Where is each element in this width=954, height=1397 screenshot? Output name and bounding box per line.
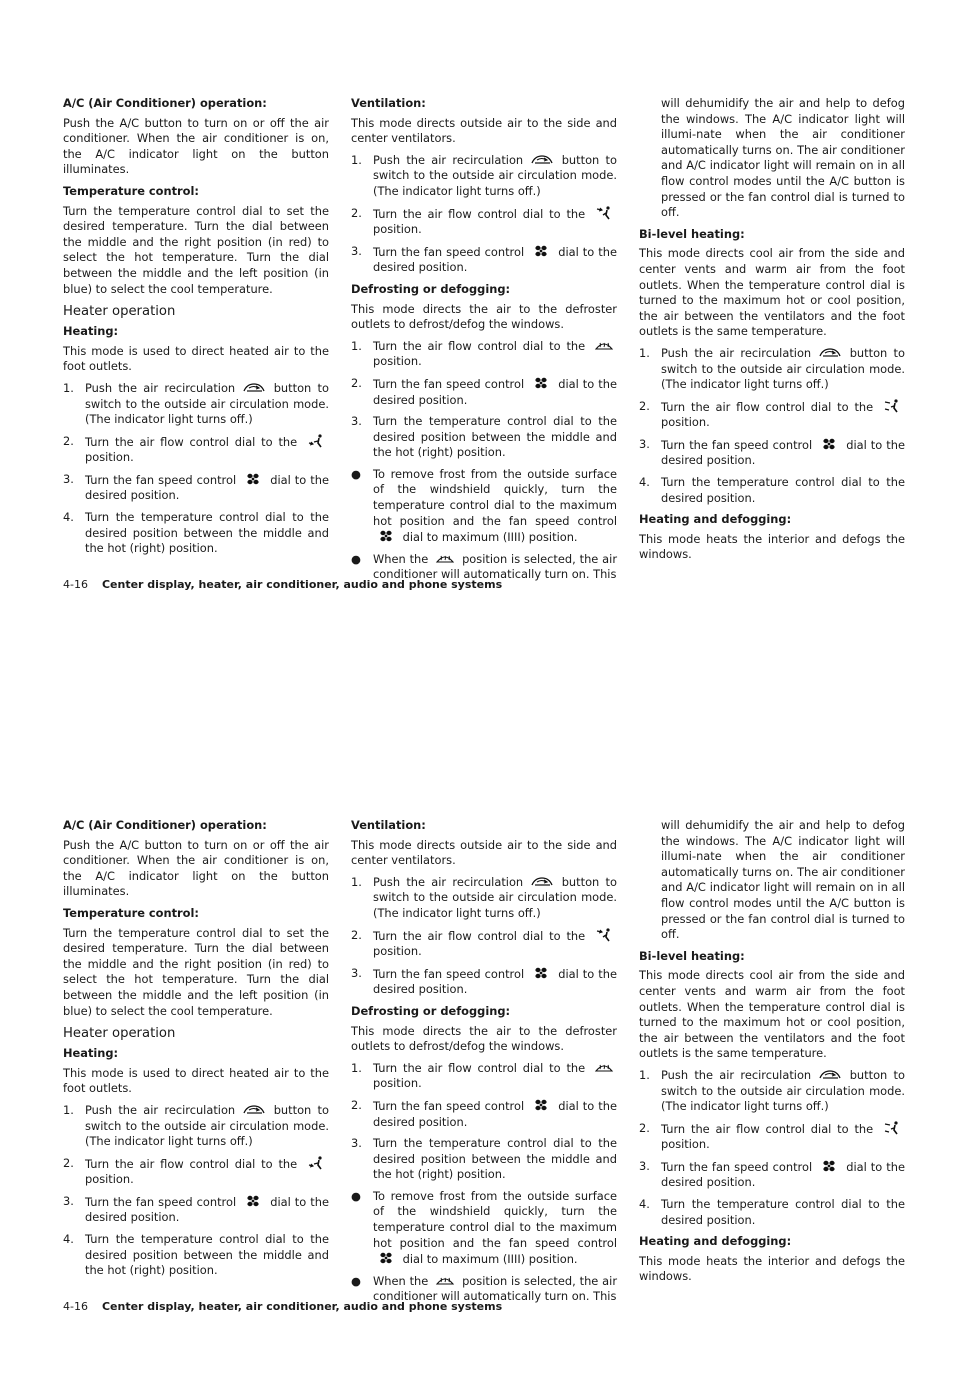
heating-heading: Heating: xyxy=(63,324,119,339)
list-item-text-end: position is selected, the air conditioner will automatically turn on. This xyxy=(373,1273,618,1304)
defrosting-heading: Defrosting or defogging: xyxy=(351,1003,511,1018)
list-item-number: 1. xyxy=(351,152,362,167)
fan-icon xyxy=(240,472,266,484)
defrosting-steps xyxy=(351,1061,617,1305)
list-item xyxy=(639,437,905,469)
list-item-text-start: Turn the temperature control dial to the desired position between the middle and the hot (right) position. xyxy=(85,510,329,556)
heating-defogging-text: This mode heats the interior and defogs the windows. xyxy=(639,1253,905,1284)
list-item-number: 2. xyxy=(351,1097,362,1112)
list-item-text xyxy=(661,1197,905,1228)
temperature-control-heading: Temperature control: xyxy=(63,183,199,198)
list-item-text-start: Turn the fan speed control xyxy=(661,1159,813,1174)
foot-outlet-icon xyxy=(303,1156,329,1168)
list-item-number: 3. xyxy=(351,414,362,429)
list-item xyxy=(351,1189,617,1268)
bi-level-heating-text: This mode directs cool air from the side and center vents and warm air from the foot outlets. When the temperature control dial is turned to the maximum hot or cool position, the air between the ventilators and the foot outlets is the same temperature. xyxy=(639,246,905,339)
list-item-text-end: dial to the desired position. xyxy=(373,1098,617,1129)
list-item-text xyxy=(373,1189,617,1268)
fan-icon xyxy=(240,1194,266,1206)
ventilation-text: This mode directs outside air to the side and center ventilators. xyxy=(351,837,617,868)
list-item-text-end: position. xyxy=(661,1137,710,1152)
footer-title: Center display, heater, air conditioner, audio and phone systems xyxy=(101,578,503,591)
list-item-text xyxy=(661,475,905,506)
list-item-text-end: dial to the desired position. xyxy=(85,472,329,503)
list-item-text-end: button to switch to the outside air circulation mode. (The indicator light turns off.) xyxy=(85,380,329,427)
list-item-number: 3. xyxy=(63,471,74,486)
heating-heading: Heating: xyxy=(63,1046,119,1061)
list-item-text-end: position. xyxy=(373,222,422,237)
list-item xyxy=(63,510,329,557)
list-item-number: 3. xyxy=(351,243,362,258)
list-item-text-start: Turn the temperature control dial to the desired position. xyxy=(661,1197,905,1227)
list-item-number: 2. xyxy=(639,398,650,413)
list-item xyxy=(63,1156,329,1188)
page-footer xyxy=(63,1300,502,1314)
continued-text: will dehumidify the air and help to defog the windows. The A/C indicator light will illumi-nate when the air conditioner automatically turns on. The air conditioner and A/C indicator light will remain on in all flow control modes until the A/C button is pressed or the fan control dial is turned to off. xyxy=(661,96,905,220)
list-item-text xyxy=(373,966,617,998)
list-item xyxy=(351,1098,617,1130)
column-right xyxy=(639,818,905,1291)
list-item-number: 3. xyxy=(639,1158,650,1173)
list-item-text-start: Push the air recirculation xyxy=(85,380,236,395)
list-item-text-end: dial to maximum (IIII) position. xyxy=(402,530,578,545)
face-vent-icon xyxy=(591,206,617,218)
list-item-text-start: Turn the temperature control dial to the desired position between the middle and the hot (right) position. xyxy=(373,414,617,460)
foot-outlet-icon xyxy=(303,434,329,446)
list-item xyxy=(639,1159,905,1191)
list-item-number: ● xyxy=(351,466,361,481)
list-item xyxy=(63,1103,329,1150)
list-item xyxy=(639,475,905,506)
list-item xyxy=(63,472,329,504)
defrost-icon xyxy=(591,340,617,352)
list-item-text-start: Turn the fan speed control xyxy=(373,376,525,391)
defrost-icon xyxy=(432,553,458,565)
list-item-number: 2. xyxy=(351,927,362,942)
defrosting-text: This mode directs the air to the defroster outlets to defrost/defog the windows. xyxy=(351,1023,617,1054)
fan-icon xyxy=(816,437,842,449)
list-item-text-end: dial to the desired position. xyxy=(373,244,617,275)
page-number: 4-16 xyxy=(63,1300,88,1313)
list-item-text xyxy=(373,1098,617,1130)
bi-level-icon xyxy=(879,1121,905,1133)
heating-defogging-heading: Heating and defogging: xyxy=(639,1234,792,1249)
list-item-text-start: Turn the fan speed control xyxy=(85,472,237,487)
list-item-number: 1. xyxy=(351,1060,362,1075)
list-item-text xyxy=(85,510,329,557)
list-item-text-end: position. xyxy=(85,1172,134,1187)
temperature-control-heading: Temperature control: xyxy=(63,905,199,920)
ac-operation-heading: A/C (Air Conditioner) operation: xyxy=(63,96,267,110)
defrosting-steps xyxy=(351,339,617,583)
list-item-text-end: position is selected, the air conditioner will automatically turn on. This xyxy=(373,551,618,582)
fan-icon xyxy=(373,1251,399,1263)
continued-text: will dehumidify the air and help to defog the windows. The A/C indicator light will illumi-nate when the air conditioner automatically turns on. The air conditioner and A/C indicator light will remain on in all flow control modes until the A/C button is pressed or the fan control dial is turned to off. xyxy=(661,818,905,942)
list-item-number: ● xyxy=(351,551,361,566)
list-item-number: 2. xyxy=(639,1120,650,1135)
list-item-text-end: dial to the desired position. xyxy=(661,437,905,468)
list-item-text-end: button to switch to the outside air circulation mode. (The indicator light turns off.) xyxy=(661,345,905,392)
heating-steps xyxy=(63,381,329,557)
heater-operation-heading: Heater operation xyxy=(63,304,176,320)
list-item-number: 4. xyxy=(63,510,74,525)
list-item-text-end: position. xyxy=(373,354,422,369)
list-item xyxy=(351,414,617,461)
list-item-text-start: Turn the temperature control dial to the desired position between the middle and the hot (right) position. xyxy=(85,1232,329,1278)
list-item-text xyxy=(373,414,617,461)
list-item-text-start: When the xyxy=(373,551,429,566)
heating-text: This mode is used to direct heated air to the foot outlets. xyxy=(63,343,329,374)
list-item xyxy=(351,244,617,276)
list-item-text-start: Turn the temperature control dial to the desired position between the middle and the hot (right) position. xyxy=(373,1136,617,1182)
list-item-text xyxy=(85,381,329,428)
temperature-control-text: Turn the temperature control dial to set the desired temperature. Turn the dial between the middle and the right position (in red) to select the hot temperature. Turn the dial between the middle and the left position (in blue) to select the cool temperature. xyxy=(63,925,329,1018)
list-item-text xyxy=(373,339,617,370)
fan-icon xyxy=(373,529,399,541)
list-item-text-start: Turn the air flow control dial to the xyxy=(373,338,586,353)
heating-defogging-heading: Heating and defogging: xyxy=(639,512,792,527)
list-item-text-end: position. xyxy=(373,1076,422,1091)
list-item-text-start: To remove frost from the outside surface of the windshield quickly, turn the temperature control dial to the maximum hot position and the fan speed control xyxy=(373,1188,617,1250)
list-item-text xyxy=(85,472,329,504)
bi-level-heating-heading: Bi-level heating: xyxy=(639,948,745,963)
list-item-number: 1. xyxy=(63,1102,74,1117)
list-item-number: 4. xyxy=(639,1197,650,1212)
list-item-text-end: position. xyxy=(661,415,710,430)
heating-text: This mode is used to direct heated air to the foot outlets. xyxy=(63,1065,329,1096)
face-vent-icon xyxy=(591,928,617,940)
heater-operation-heading: Heater operation xyxy=(63,1026,176,1042)
defrosting-text: This mode directs the air to the defroster outlets to defrost/defog the windows. xyxy=(351,301,617,332)
footer-title: Center display, heater, air conditioner, audio and phone systems xyxy=(101,1300,503,1313)
list-item-text-start: Push the air recirculation xyxy=(373,874,524,889)
list-item-text xyxy=(85,434,329,466)
list-item-number: 2. xyxy=(63,433,74,448)
list-item-text-end: dial to the desired position. xyxy=(373,376,617,407)
bi-level-steps xyxy=(639,1068,905,1228)
heating-steps xyxy=(63,1103,329,1279)
list-item-text-start: Turn the air flow control dial to the xyxy=(661,1121,874,1136)
list-item-text-end: dial to the desired position. xyxy=(373,966,617,997)
list-item xyxy=(351,153,617,200)
list-item xyxy=(351,339,617,370)
list-item-text xyxy=(661,1068,905,1115)
list-item-number: 2. xyxy=(351,205,362,220)
list-item-text xyxy=(661,1159,905,1191)
recirculation-icon xyxy=(241,1104,267,1116)
list-item-text xyxy=(85,1232,329,1279)
list-item-text-end: button to switch to the outside air circulation mode. (The indicator light turns off.) xyxy=(373,152,617,198)
list-item-text-end: button to switch to the outside air circulation mode. (The indicator light turns off.) xyxy=(85,1102,329,1149)
fan-icon xyxy=(528,966,554,978)
fan-icon xyxy=(528,244,554,256)
list-item-text-end: dial to the desired position. xyxy=(85,1194,329,1225)
list-item-number: 3. xyxy=(63,1193,74,1208)
list-item-text-start: To remove frost from the outside surface of the windshield quickly, turn the temperature control dial to the maximum hot position and the fan speed control xyxy=(373,466,617,528)
bi-level-heating-text: This mode directs cool air from the side and center vents and warm air from the foot outlets. When the temperature control dial is turned to the maximum hot or cool position, the air between the ventilators and the foot outlets is the same temperature. xyxy=(639,968,905,1061)
list-item-text-start: When the xyxy=(373,1273,429,1288)
bi-level-steps xyxy=(639,346,905,506)
defrost-icon xyxy=(432,1275,458,1287)
bi-level-icon xyxy=(879,399,905,411)
list-item-text-start: Push the air recirculation xyxy=(661,1067,812,1082)
recirculation-icon xyxy=(529,876,555,888)
list-item-text-start: Turn the air flow control dial to the xyxy=(373,206,586,221)
list-item-text xyxy=(373,244,617,276)
list-item xyxy=(351,928,617,960)
list-item-number: 2. xyxy=(351,375,362,390)
ventilation-text: This mode directs outside air to the side and center ventilators. xyxy=(351,115,617,146)
list-item xyxy=(639,1068,905,1115)
list-item-number: ● xyxy=(351,1188,361,1203)
manual-page xyxy=(0,0,954,675)
list-item-text-start: Push the air recirculation xyxy=(373,152,524,167)
defrosting-heading: Defrosting or defogging: xyxy=(351,281,511,296)
list-item-text-start: Turn the fan speed control xyxy=(373,244,525,259)
list-item-text-start: Turn the temperature control dial to the desired position. xyxy=(661,475,905,505)
list-item-text xyxy=(373,928,617,960)
list-item-text xyxy=(85,1156,329,1188)
list-item-text xyxy=(373,376,617,408)
list-item-number: 2. xyxy=(63,1155,74,1170)
list-item-text-start: Turn the fan speed control xyxy=(661,437,813,452)
list-item-text-start: Push the air recirculation xyxy=(85,1102,236,1117)
ventilation-heading: Ventilation: xyxy=(351,818,426,832)
list-item xyxy=(351,206,617,238)
list-item-text-end: button to switch to the outside air circulation mode. (The indicator light turns off.) xyxy=(373,874,617,920)
list-item xyxy=(639,346,905,393)
list-item-text-start: Turn the air flow control dial to the xyxy=(85,1156,298,1171)
list-item-text xyxy=(373,153,617,200)
list-item xyxy=(351,966,617,998)
ventilation-steps xyxy=(351,875,617,998)
page-number: 4-16 xyxy=(63,578,88,591)
defrost-icon xyxy=(591,1062,617,1074)
column-middle xyxy=(351,818,617,1311)
fan-icon xyxy=(528,1098,554,1110)
list-item xyxy=(351,376,617,408)
list-item-text-end: button to switch to the outside air circulation mode. (The indicator light turns off.) xyxy=(661,1067,905,1114)
list-item-text xyxy=(373,875,617,922)
column-right xyxy=(639,96,905,569)
list-item-text xyxy=(661,1121,905,1153)
page-footer xyxy=(63,578,502,592)
heating-defogging-text: This mode heats the interior and defogs the windows. xyxy=(639,531,905,562)
list-item xyxy=(63,1232,329,1279)
temperature-control-text: Turn the temperature control dial to set the desired temperature. Turn the dial between the middle and the right position (in red) to select the hot temperature. Turn the dial between the middle and the left position (in blue) to select the cool temperature. xyxy=(63,203,329,296)
list-item-text-start: Turn the fan speed control xyxy=(373,966,525,981)
list-item-text-start: Turn the air flow control dial to the xyxy=(661,399,874,414)
list-item-number: 1. xyxy=(639,1067,650,1082)
fan-icon xyxy=(528,376,554,388)
recirculation-icon xyxy=(817,1069,843,1081)
list-item xyxy=(351,1061,617,1092)
list-item-text-end: position. xyxy=(373,944,422,959)
list-item-text-start: Push the air recirculation xyxy=(661,345,812,360)
list-item-text-end: dial to the desired position. xyxy=(661,1159,905,1190)
list-item-text-end: position. xyxy=(85,450,134,465)
list-item xyxy=(639,1197,905,1228)
column-left xyxy=(63,96,329,563)
list-item xyxy=(639,1121,905,1153)
ac-operation-heading: A/C (Air Conditioner) operation: xyxy=(63,818,267,832)
bi-level-heating-heading: Bi-level heating: xyxy=(639,226,745,241)
list-item xyxy=(351,875,617,922)
ventilation-heading: Ventilation: xyxy=(351,96,426,110)
recirculation-icon xyxy=(241,382,267,394)
list-item-number: 4. xyxy=(639,475,650,490)
list-item xyxy=(63,1194,329,1226)
list-item-text-start: Turn the air flow control dial to the xyxy=(373,1060,586,1075)
list-item-text-start: Turn the air flow control dial to the xyxy=(373,928,586,943)
ac-operation-text: Push the A/C button to turn on or off the air conditioner. When the air conditioner is on, the A/C indicator light on the button illuminates. xyxy=(63,115,329,177)
column-left xyxy=(63,818,329,1285)
list-item-number: 1. xyxy=(63,380,74,395)
list-item-number: 1. xyxy=(639,345,650,360)
list-item-number: 1. xyxy=(351,874,362,889)
manual-page xyxy=(0,722,954,1397)
column-middle xyxy=(351,96,617,589)
list-item-text xyxy=(85,1103,329,1150)
list-item-text xyxy=(85,1194,329,1226)
list-item-text-start: Turn the fan speed control xyxy=(85,1194,237,1209)
ventilation-steps xyxy=(351,153,617,276)
list-item-text xyxy=(373,467,617,546)
list-item-text-end: dial to maximum (IIII) position. xyxy=(402,1252,578,1267)
ac-operation-text: Push the A/C button to turn on or off the air conditioner. When the air conditioner is on, the A/C indicator light on the button illuminates. xyxy=(63,837,329,899)
list-item xyxy=(63,434,329,466)
fan-icon xyxy=(816,1159,842,1171)
list-item-text-start: Turn the air flow control dial to the xyxy=(85,434,298,449)
list-item-text xyxy=(373,1136,617,1183)
list-item-number: 4. xyxy=(63,1232,74,1247)
list-item xyxy=(351,467,617,546)
list-item-number: 3. xyxy=(639,436,650,451)
list-item-text-start: Turn the fan speed control xyxy=(373,1098,525,1113)
list-item xyxy=(63,381,329,428)
recirculation-icon xyxy=(817,347,843,359)
list-item xyxy=(639,399,905,431)
list-item-text xyxy=(661,437,905,469)
list-item-text xyxy=(373,1061,617,1092)
list-item xyxy=(351,1136,617,1183)
list-item-number: ● xyxy=(351,1273,361,1288)
list-item-text xyxy=(661,346,905,393)
list-item-text xyxy=(373,206,617,238)
list-item-text xyxy=(661,399,905,431)
list-item-number: 3. xyxy=(351,1136,362,1151)
list-item-number: 3. xyxy=(351,965,362,980)
recirculation-icon xyxy=(529,154,555,166)
list-item-number: 1. xyxy=(351,338,362,353)
